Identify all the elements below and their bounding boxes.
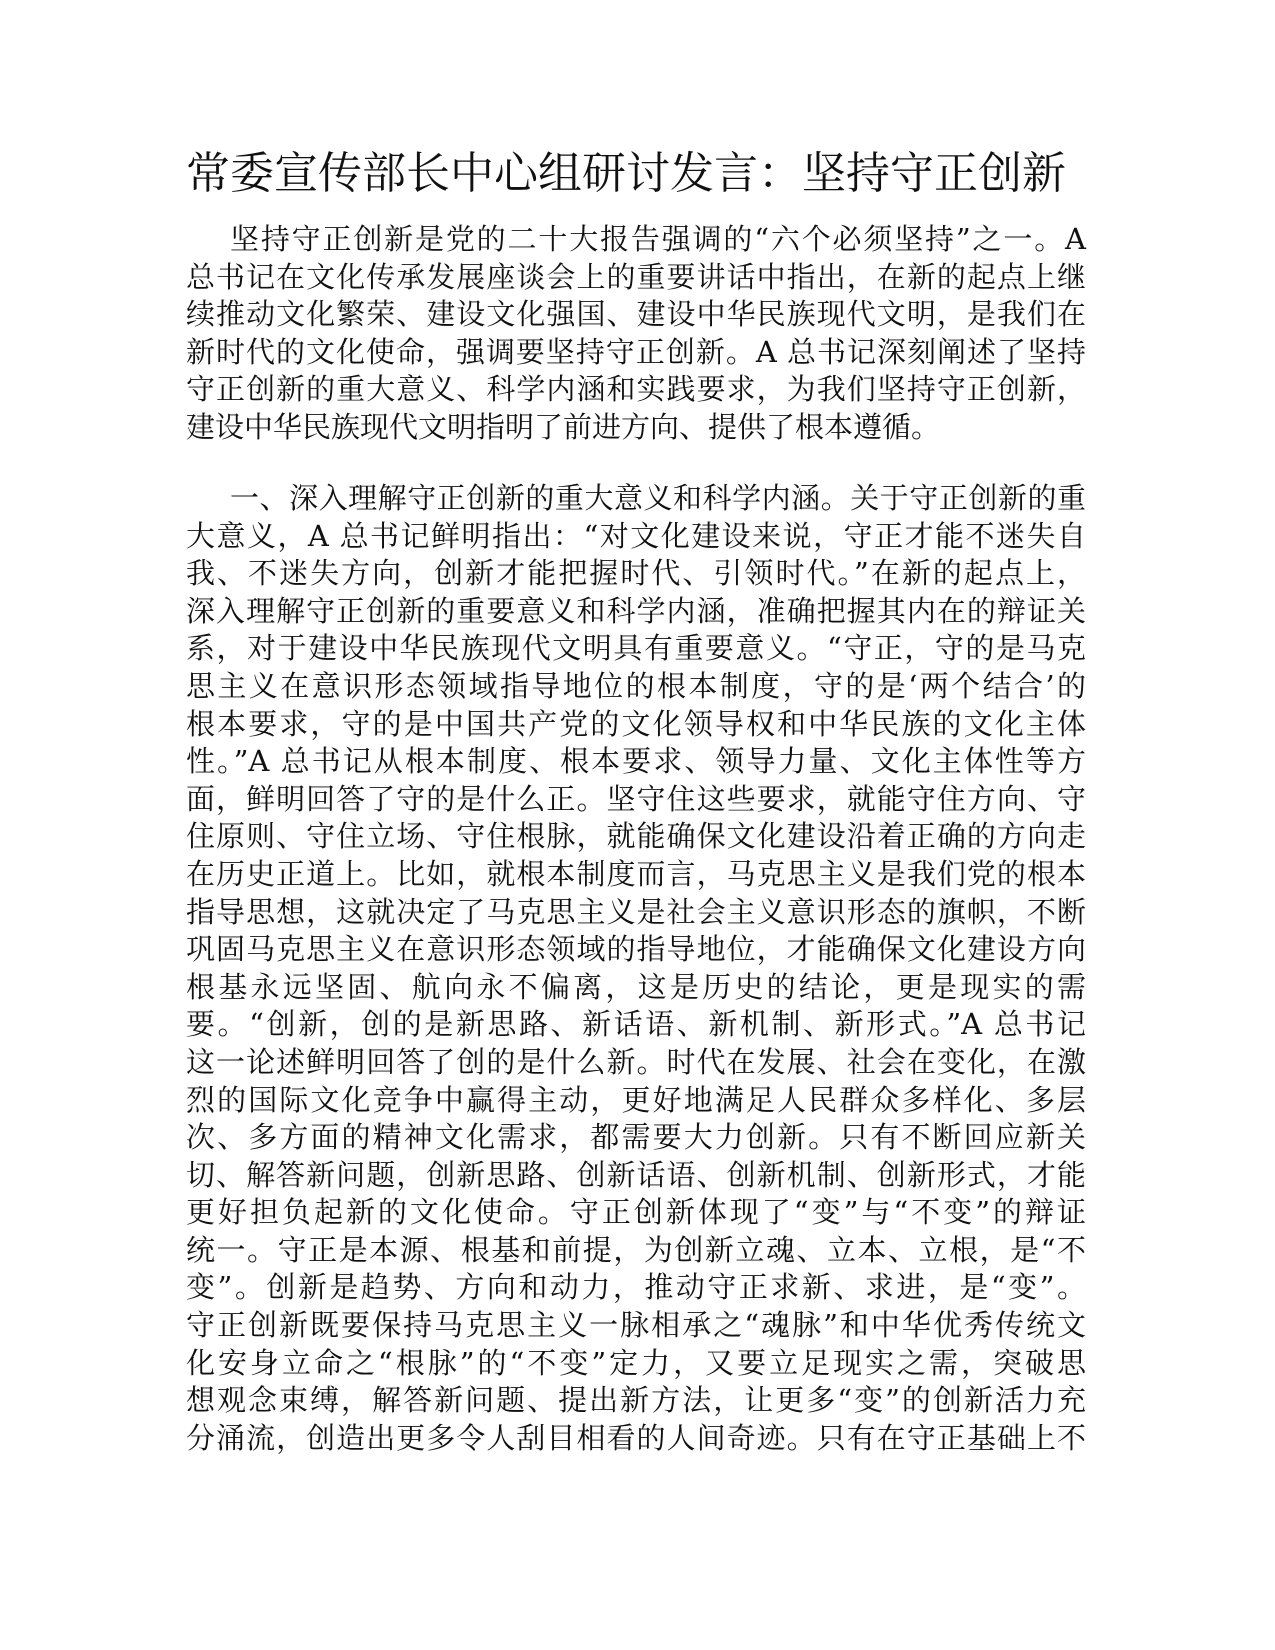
text-line: 大意义，A 总书记鲜明指出：“对文化建设来说，守正才能不迷失自	[186, 518, 1086, 553]
text-line: 守正创新既要保持马克思主义一脉相承之“魂脉”和中华优秀传统文	[186, 1308, 1086, 1343]
text-line: 总书记在文化传承发展座谈会上的重要讲话中指出，在新的起点上继	[186, 259, 1086, 294]
text-line: 根本要求，守的是中国共产党的文化领导权和中华民族的文化主体	[186, 706, 1086, 741]
text-line: 一、深入理解守正创新的重大意义和科学内涵。关于守正创新的重	[230, 481, 1086, 515]
text-line: 要。“创新，创的是新思路、新话语、新机制、新形式。”A 总书记	[186, 1007, 1086, 1042]
document-title: 常委宣传部长中心组研讨发言：坚持守正创新	[186, 148, 1066, 199]
text-line: 次、多方面的精神文化需求，都需要大力创新。只有不断回应新关	[186, 1120, 1086, 1155]
text-line: 巩固马克思主义在意识形态领域的指导地位，才能确保文化建设方向	[186, 932, 1086, 967]
text-line: 烈的国际文化竞争中赢得主动，更好地满足人民群众多样化、多层	[186, 1082, 1086, 1117]
paragraph-section-one	[186, 480, 1086, 1457]
text-line: 深入理解守正创新的重要意义和科学内涵，准确把握其内在的辩证关	[186, 593, 1086, 628]
text-line: 我、不迷失方向，创新才能把握时代、引领时代。”在新的起点上，	[186, 556, 1086, 591]
text-line: 在历史正道上。比如，就根本制度而言，马克思主义是我们党的根本	[186, 856, 1086, 891]
text-line: 性。”A 总书记从根本制度、根本要求、领导力量、文化主体性等方	[186, 744, 1086, 779]
text-line: 面，鲜明回答了守的是什么正。坚守住这些要求，就能守住方向、守	[186, 781, 1086, 816]
text-line: 住原则、守住立场、守住根脉，就能确保文化建设沿着正确的方向走	[186, 819, 1086, 854]
text-line: 建设中华民族现代文明指明了前进方向、提供了根本遵循。	[186, 409, 941, 444]
text-line: 坚持守正创新是党的二十大报告强调的“六个必须坚持”之一。A	[230, 222, 1086, 256]
paragraph-intro	[186, 221, 1086, 447]
text-line: 这一论述鲜明回答了创的是什么新。时代在发展、社会在变化，在激	[186, 1044, 1086, 1079]
text-line: 想观念束缚，解答新问题、提出新方法，让更多“变”的创新活力充	[186, 1383, 1086, 1418]
text-line: 守正创新的重大意义、科学内涵和实践要求，为我们坚持守正创新，	[186, 372, 1086, 407]
text-line: 思主义在意识形态领域指导地位的根本制度，守的是‘两个结合’的	[186, 668, 1086, 703]
text-line: 系，对于建设中华民族现代文明具有重要意义。“守正，守的是马克	[186, 631, 1086, 666]
text-line: 变”。创新是趋势、方向和动力，推动守正求新、求进，是“变”。	[186, 1270, 1086, 1305]
text-line: 续推动文化繁荣、建设文化强国、建设中华民族现代文明，是我们在	[186, 297, 1086, 332]
text-line: 新时代的文化使命，强调要坚持守正创新。A 总书记深刻阐述了坚持	[186, 334, 1086, 369]
text-line: 指导思想，这就决定了马克思主义是社会主义意识形态的旗帜，不断	[186, 894, 1086, 929]
text-line: 切、解答新问题，创新思路、创新话语、创新机制、创新形式，才能	[186, 1157, 1086, 1192]
text-line: 统一。守正是本源、根基和前提，为创新立魂、立本、立根，是“不	[186, 1232, 1086, 1267]
text-line: 分涌流，创造出更多令人刮目相看的人间奇迹。只有在守正基础上不	[186, 1420, 1086, 1455]
text-line: 化安身立命之“根脉”的“不变”定力，又要立足现实之需，突破思	[186, 1345, 1086, 1380]
text-line: 根基永远坚固、航向永不偏离，这是历史的结论，更是现实的需	[186, 969, 1086, 1004]
text-line: 更好担负起新的文化使命。守正创新体现了“变”与“不变”的辩证	[186, 1195, 1086, 1230]
